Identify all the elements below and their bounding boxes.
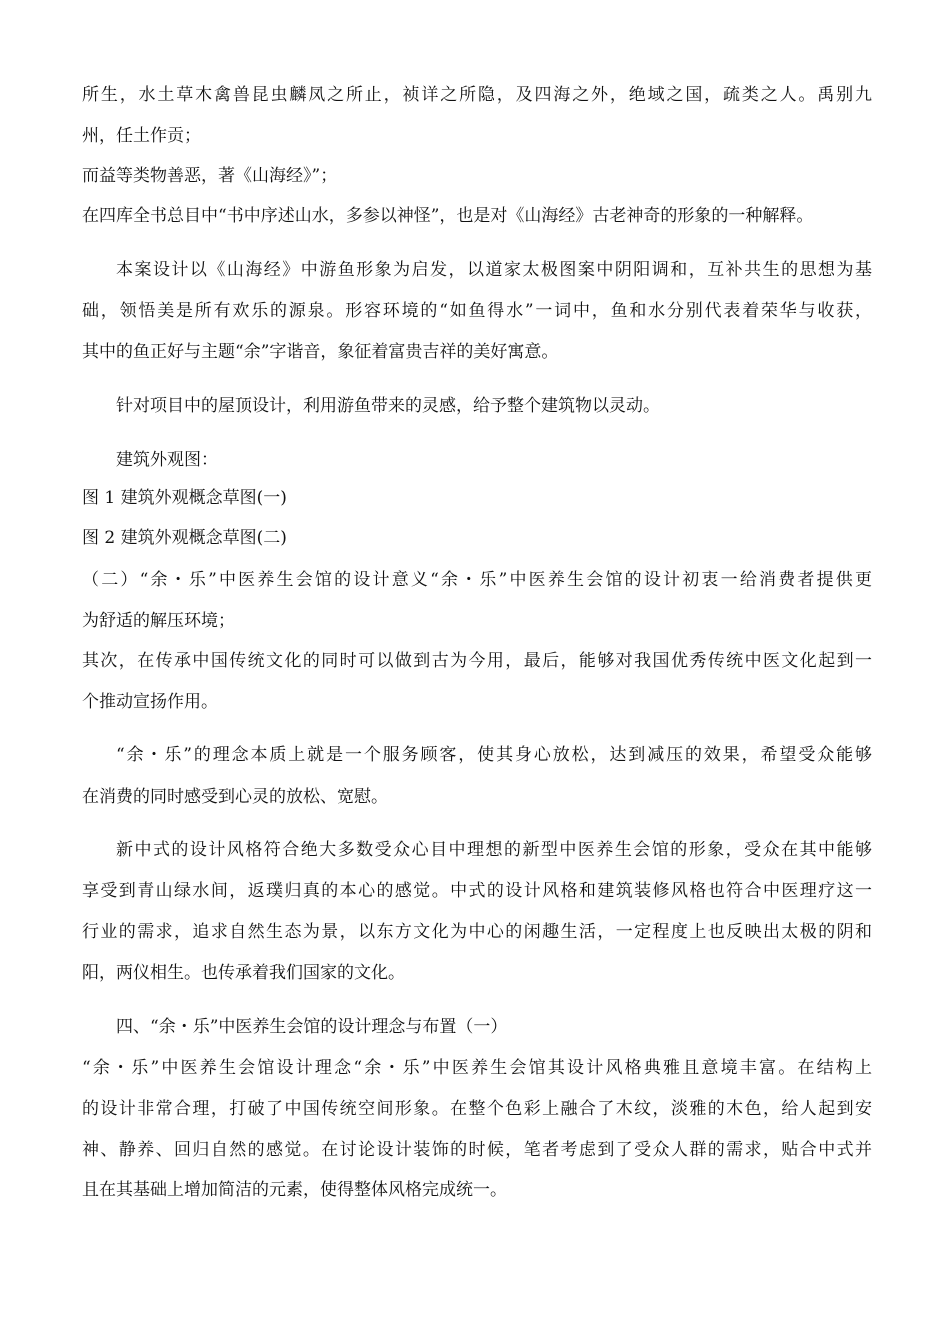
text-line: 的设计非常合理，打破了中国传统空间形象。在整个色彩上融合了木纹，淡雅的木色，给人起到安 <box>82 1099 872 1119</box>
text-line: 在四库全书总目中“书中序述山水，多参以神怪”，也是对《山海经》古老神奇的形象的一种解释。 <box>82 206 814 226</box>
text-line: （二）“余・乐”中医养生会馆的设计意义“余・乐”中医养生会馆的设计初衷一给消费者提供更 <box>82 570 872 590</box>
text-line: 其次，在传承中国传统文化的同时可以做到古为今用，最后，能够对我国优秀传统中医文化起到一 <box>82 651 872 671</box>
text-line: “余・乐”的理念本质上就是一个服务顾客，使其身心放松，达到减压的效果，希望受众能够 <box>116 745 872 765</box>
text-line: 所生，水土草木禽兽昆虫麟凤之所止，祯详之所隐，及四海之外，绝域之国，疏类之人。禹别九 <box>82 85 872 105</box>
text-line: 新中式的设计风格符合绝大多数受众心目中理想的新型中医养生会馆的形象，受众在其中能够 <box>116 840 872 860</box>
figure-caption: 图 2 建筑外观概念草图(二) <box>82 528 287 548</box>
text-line: 享受到青山绿水间，返璞归真的本心的感觉。中式的设计风格和建筑装修风格也符合中医理疗这一 <box>82 881 872 901</box>
text-line: 针对项目中的屋顶设计，利用游鱼带来的灵感，给予整个建筑物以灵动。 <box>116 396 660 416</box>
text-line: 州，任土作贡； <box>82 126 201 146</box>
text-line: 阳，两仪相生。也传承着我们国家的文化。 <box>82 963 405 983</box>
text-line: 而益等类物善恶，著《山海经》”； <box>82 166 338 186</box>
text-line: 在消费的同时感受到心灵的放松、宽慰。 <box>82 787 388 807</box>
text-line: 个推动宣扬作用。 <box>82 692 218 712</box>
text-line: 神、静养、回归自然的感觉。在讨论设计装饰的时候，笔者考虑到了受众人群的需求，贴合中式并 <box>82 1140 872 1160</box>
text-line: 且在其基础上增加简洁的元素，使得整体风格完成统一。 <box>82 1180 507 1200</box>
text-line: “余・乐”中医养生会馆设计理念“余・乐”中医养生会馆其设计风格典雅且意境丰富。在结构上 <box>82 1058 872 1078</box>
figure-caption: 图 1 建筑外观概念草图(一) <box>82 488 287 508</box>
text-line: 础，领悟美是所有欢乐的源泉。形容环境的“如鱼得水”一词中，鱼和水分别代表着荣华与收获， <box>82 301 872 321</box>
text-line: 其中的鱼正好与主题“余”字谐音，象征着富贵吉祥的美好寓意。 <box>82 342 559 362</box>
section-heading: 四、“余・乐”中医养生会馆的设计理念与布置（一） <box>116 1017 508 1037</box>
text-line: 建筑外观图： <box>116 450 218 470</box>
text-line: 行业的需求，追求自然生态为景，以东方文化为中心的闲趣生活，一定程度上也反映出太极的阴和 <box>82 922 872 942</box>
text-line: 为舒适的解压环境； <box>82 611 235 631</box>
text-line: 本案设计以《山海经》中游鱼形象为启发，以道家太极图案中阴阳调和，互补共生的思想为基 <box>116 260 872 280</box>
